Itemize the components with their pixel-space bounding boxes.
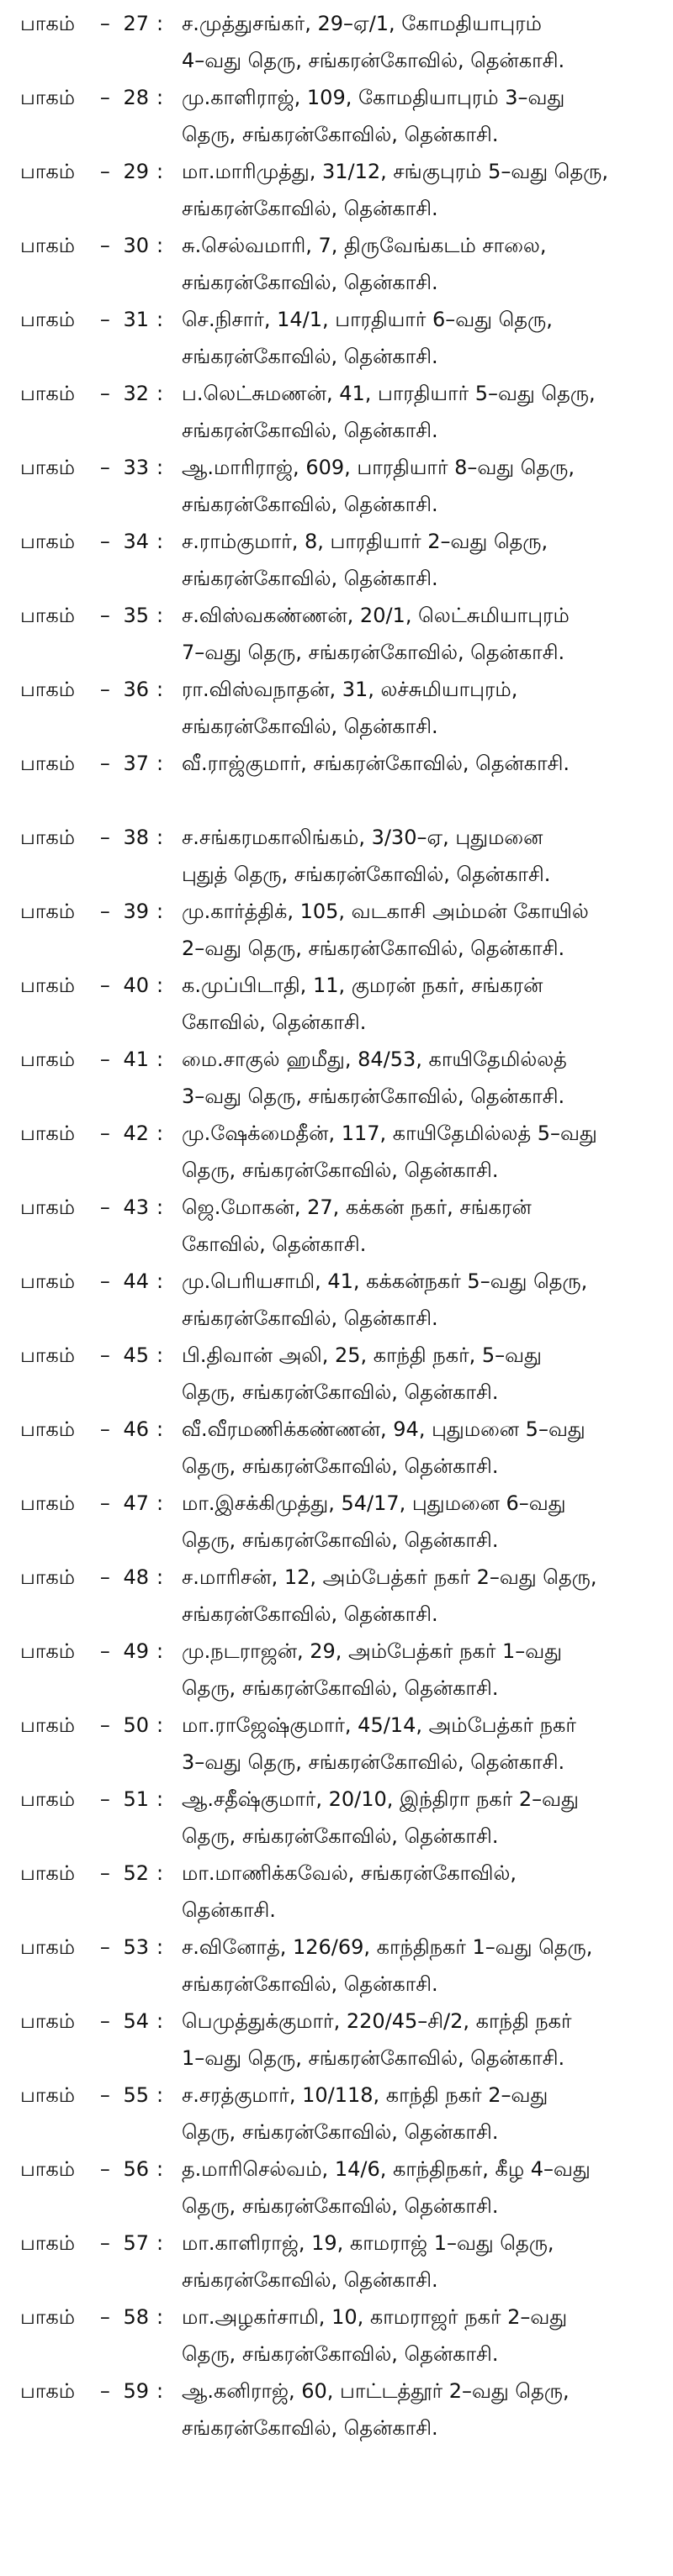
person-details bbox=[182, 819, 658, 893]
part-identifier bbox=[0, 967, 156, 1004]
detail-line: மு.பெரியசாமி, 41, கக்கன்நகர் 5–வது தெரு, bbox=[182, 1270, 588, 1293]
list-item bbox=[0, 1633, 673, 1707]
part-number: 49 bbox=[123, 1639, 150, 1663]
list-item bbox=[0, 2373, 673, 2447]
detail-line: சங்கரன்கோவில், தென்காசி. bbox=[182, 1306, 438, 1330]
part-dash: – bbox=[99, 2379, 110, 2403]
person-details bbox=[182, 2077, 658, 2151]
entries-list bbox=[0, 5, 673, 2447]
part-identifier bbox=[0, 597, 156, 634]
separator-colon: : bbox=[156, 1270, 164, 1293]
part-dash: – bbox=[99, 456, 110, 479]
list-item bbox=[0, 2299, 673, 2373]
part-number: 44 bbox=[123, 1270, 150, 1293]
part-number: 35 bbox=[123, 604, 150, 627]
separator-colon: : bbox=[156, 2083, 164, 2107]
detail-line: ச.மாரிசன், 12, அம்பேத்கர் நகர் 2–வது தெரு, bbox=[182, 1565, 597, 1589]
person-details bbox=[182, 671, 658, 745]
detail-line: 2–வது தெரு, சங்கரன்கோவில், தென்காசி. bbox=[182, 937, 565, 960]
list-item bbox=[0, 1411, 673, 1485]
part-number: 47 bbox=[123, 1491, 150, 1515]
detail-line: மு.நடராஜன், 29, அம்பேத்கர் நகர் 1–வது bbox=[182, 1639, 563, 1663]
part-dash: – bbox=[99, 678, 110, 701]
part-dash: – bbox=[99, 1122, 110, 1145]
part-number: 38 bbox=[123, 826, 150, 849]
part-number: 45 bbox=[123, 1343, 150, 1367]
part-number: 59 bbox=[123, 2379, 150, 2403]
separator-colon: : bbox=[156, 86, 164, 109]
part-identifier bbox=[0, 1559, 156, 1596]
part-number: 50 bbox=[123, 1713, 150, 1737]
part-dash: – bbox=[99, 1343, 110, 1367]
detail-line: ஜெ.மோகன், 27, கக்கன் நகர், சங்கரன் bbox=[182, 1196, 532, 1219]
part-number: 39 bbox=[123, 900, 150, 923]
detail-line: ச.சங்கரமகாலிங்கம், 3/30–ஏ, புதுமனை bbox=[182, 826, 543, 849]
detail-line: மா.காளிராஜ், 19, காமராஜ் 1–வது தெரு, bbox=[182, 2231, 554, 2255]
list-item bbox=[0, 2077, 673, 2151]
list-item bbox=[0, 1559, 673, 1633]
separator-colon: : bbox=[156, 974, 164, 997]
person-details bbox=[182, 523, 658, 597]
detail-line: சங்கரன்கோவில், தென்காசி. bbox=[182, 567, 438, 590]
person-details bbox=[182, 1929, 658, 2003]
part-number: 48 bbox=[123, 1565, 150, 1589]
person-details bbox=[182, 1855, 658, 1929]
detail-line: சங்கரன்கோவில், தென்காசி. bbox=[182, 271, 438, 294]
detail-line: பி.திவான் அலி, 25, காந்தி நகர், 5–வது bbox=[182, 1343, 542, 1367]
detail-line: வீ.ராஜ்குமார், சங்கரன்கோவில், தென்காசி. bbox=[182, 752, 570, 775]
part-number: 56 bbox=[123, 2157, 150, 2181]
part-number: 53 bbox=[123, 1935, 150, 1959]
person-details bbox=[182, 893, 658, 967]
part-dash: – bbox=[99, 308, 110, 331]
detail-line: மா.ராஜேஷ்குமார், 45/14, அம்பேத்கர் நகர் bbox=[182, 1713, 576, 1737]
part-label: பாகம் bbox=[20, 2083, 76, 2107]
part-label: பாகம் bbox=[20, 1935, 76, 1959]
detail-line: ஆ.மாரிராஜ், 609, பாரதியார் 8–வது தெரு, bbox=[182, 456, 575, 479]
part-identifier bbox=[0, 2373, 156, 2410]
part-dash: – bbox=[99, 530, 110, 553]
detail-line: சங்கரன்கோவில், தென்காசி. bbox=[182, 2268, 438, 2292]
separator-colon: : bbox=[156, 752, 164, 775]
part-identifier bbox=[0, 375, 156, 412]
separator-colon: : bbox=[156, 160, 164, 183]
part-label: பாகம் bbox=[20, 456, 76, 479]
list-item bbox=[0, 671, 673, 745]
list-item bbox=[0, 1337, 673, 1411]
part-identifier bbox=[0, 2299, 156, 2336]
person-details bbox=[182, 1337, 658, 1411]
person-details bbox=[182, 79, 658, 153]
person-details bbox=[182, 1707, 658, 1781]
person-details bbox=[182, 1041, 658, 1115]
part-label: பாகம் bbox=[20, 678, 76, 701]
part-identifier bbox=[0, 1115, 156, 1152]
part-label: பாகம் bbox=[20, 1565, 76, 1589]
part-dash: – bbox=[99, 900, 110, 923]
detail-line: 3–வது தெரு, சங்கரன்கோவில், தென்காசி. bbox=[182, 1085, 565, 1108]
separator-colon: : bbox=[156, 530, 164, 553]
list-item bbox=[0, 597, 673, 671]
separator-colon: : bbox=[156, 2379, 164, 2403]
part-number: 57 bbox=[123, 2231, 150, 2255]
part-dash: – bbox=[99, 604, 110, 627]
detail-line: மா.இசக்கிமுத்து, 54/17, புதுமனை 6–வது bbox=[182, 1491, 566, 1515]
part-number: 28 bbox=[123, 86, 150, 109]
list-item bbox=[0, 967, 673, 1041]
part-number: 54 bbox=[123, 2009, 150, 2033]
detail-line: 4–வது தெரு, சங்கரன்கோவில், தென்காசி. bbox=[182, 49, 565, 72]
part-identifier bbox=[0, 227, 156, 264]
list-item bbox=[0, 1189, 673, 1263]
part-number: 43 bbox=[123, 1196, 150, 1219]
detail-line: சங்கரன்கோவில், தென்காசி. bbox=[182, 419, 438, 442]
part-label: பாகம் bbox=[20, 1787, 76, 1811]
part-number: 30 bbox=[123, 234, 150, 257]
detail-line: புதுத் தெரு, சங்கரன்கோவில், தென்காசி. bbox=[182, 863, 551, 886]
separator-colon: : bbox=[156, 604, 164, 627]
detail-line: ச.வினோத், 126/69, காந்திநகர் 1–வது தெரு, bbox=[182, 1935, 593, 1959]
list-item bbox=[0, 375, 673, 449]
list-item bbox=[0, 1707, 673, 1781]
detail-line: ச.ராம்குமார், 8, பாரதியார் 2–வது தெரு, bbox=[182, 530, 548, 553]
list-item bbox=[0, 2003, 673, 2077]
list-item bbox=[0, 1115, 673, 1189]
part-dash: – bbox=[99, 1787, 110, 1811]
person-details bbox=[182, 2299, 658, 2373]
part-label: பாகம் bbox=[20, 974, 76, 997]
part-dash: – bbox=[99, 2157, 110, 2181]
part-number: 29 bbox=[123, 160, 150, 183]
part-label: பாகம் bbox=[20, 160, 76, 183]
detail-line: சங்கரன்கோவில், தென்காசி. bbox=[182, 2416, 438, 2440]
detail-line: சங்கரன்கோவில், தென்காசி. bbox=[182, 493, 438, 516]
separator-colon: : bbox=[156, 1122, 164, 1145]
part-label: பாகம் bbox=[20, 604, 76, 627]
part-identifier bbox=[0, 745, 156, 782]
part-number: 37 bbox=[123, 752, 150, 775]
detail-line: சங்கரன்கோவில், தென்காசி. bbox=[182, 197, 438, 220]
detail-line: ஆ.கனிராஜ், 60, பாட்டத்தூர் 2–வது தெரு, bbox=[182, 2379, 570, 2403]
part-label: பாகம் bbox=[20, 308, 76, 331]
detail-line: கோவில், தென்காசி. bbox=[182, 1233, 367, 1256]
person-details bbox=[182, 2225, 658, 2299]
separator-colon: : bbox=[156, 1935, 164, 1959]
list-item bbox=[0, 2151, 673, 2225]
part-dash: – bbox=[99, 1417, 110, 1441]
detail-line: மா.மாரிமுத்து, 31/12, சங்குபுரம் 5–வது தெரு, bbox=[182, 160, 608, 183]
detail-line: சங்கரன்கோவில், தென்காசி. bbox=[182, 715, 438, 738]
person-details bbox=[182, 153, 658, 227]
part-dash: – bbox=[99, 752, 110, 775]
detail-line: 7–வது தெரு, சங்கரன்கோவில், தென்காசி. bbox=[182, 641, 565, 664]
part-dash: – bbox=[99, 1565, 110, 1589]
part-dash: – bbox=[99, 2231, 110, 2255]
separator-colon: : bbox=[156, 456, 164, 479]
part-label: பாகம் bbox=[20, 530, 76, 553]
part-number: 32 bbox=[123, 382, 150, 405]
detail-line: சு.செல்வமாரி, 7, திருவேங்கடம் சாலை, bbox=[182, 234, 547, 257]
part-dash: – bbox=[99, 1270, 110, 1293]
part-dash: – bbox=[99, 86, 110, 109]
part-label: பாகம் bbox=[20, 2009, 76, 2033]
part-label: பாகம் bbox=[20, 1196, 76, 1219]
list-item bbox=[0, 1781, 673, 1855]
person-details bbox=[182, 2003, 658, 2077]
part-identifier bbox=[0, 5, 156, 42]
part-dash: – bbox=[99, 2305, 110, 2329]
list-item bbox=[0, 79, 673, 153]
detail-line: செ.நிசார், 14/1, பாரதியார் 6–வது தெரு, bbox=[182, 308, 553, 331]
part-label: பாகம் bbox=[20, 1048, 76, 1071]
part-identifier bbox=[0, 1633, 156, 1670]
part-label: பாகம் bbox=[20, 86, 76, 109]
person-details bbox=[182, 301, 658, 375]
list-item bbox=[0, 1929, 673, 2003]
part-dash: – bbox=[99, 1713, 110, 1737]
person-details bbox=[182, 449, 658, 523]
separator-colon: : bbox=[156, 1565, 164, 1589]
part-identifier bbox=[0, 2077, 156, 2114]
part-identifier bbox=[0, 153, 156, 190]
list-item bbox=[0, 819, 673, 893]
detail-line: கோவில், தென்காசி. bbox=[182, 1011, 367, 1034]
separator-colon: : bbox=[156, 1343, 164, 1367]
part-label: பாகம் bbox=[20, 1270, 76, 1293]
part-identifier bbox=[0, 523, 156, 560]
part-label: பாகம் bbox=[20, 1417, 76, 1441]
separator-colon: : bbox=[156, 1048, 164, 1071]
part-identifier bbox=[0, 79, 156, 116]
separator-colon: : bbox=[156, 2305, 164, 2329]
list-item bbox=[0, 523, 673, 597]
detail-line: தெரு, சங்கரன்கோவில், தென்காசி. bbox=[182, 1528, 499, 1552]
list-item bbox=[0, 1855, 673, 1929]
part-number: 41 bbox=[123, 1048, 150, 1071]
detail-line: தெரு, சங்கரன்கோவில், தென்காசி. bbox=[182, 1159, 499, 1182]
part-dash: – bbox=[99, 160, 110, 183]
detail-line: தெரு, சங்கரன்கோவில், தென்காசி. bbox=[182, 1824, 499, 1848]
detail-line: தெரு, சங்கரன்கோவில், தென்காசி. bbox=[182, 1454, 499, 1478]
part-dash: – bbox=[99, 974, 110, 997]
part-label: பாகம் bbox=[20, 234, 76, 257]
detail-line: மை.சாகுல் ஹமீது, 84/53, காயிதேமில்லத் bbox=[182, 1048, 567, 1071]
detail-line: ச.சரத்குமார், 10/118, காந்தி நகர் 2–வது bbox=[182, 2083, 548, 2107]
detail-line: 1–வது தெரு, சங்கரன்கோவில், தென்காசி. bbox=[182, 2046, 565, 2070]
part-number: 51 bbox=[123, 1787, 150, 1811]
part-dash: – bbox=[99, 12, 110, 35]
part-dash: – bbox=[99, 1196, 110, 1219]
detail-line: ப.லெட்சுமணன், 41, பாரதியார் 5–வது தெரு, bbox=[182, 382, 596, 405]
person-details bbox=[182, 375, 658, 449]
separator-colon: : bbox=[156, 1491, 164, 1515]
detail-line: தென்காசி. bbox=[182, 1898, 276, 1922]
person-details bbox=[182, 2373, 658, 2447]
part-identifier bbox=[0, 2151, 156, 2188]
part-dash: – bbox=[99, 2009, 110, 2033]
separator-colon: : bbox=[156, 1787, 164, 1811]
person-details bbox=[182, 967, 658, 1041]
detail-line: மா.மாணிக்கவேல், சங்கரன்கோவில், bbox=[182, 1861, 517, 1885]
part-label: பாகம் bbox=[20, 382, 76, 405]
part-number: 55 bbox=[123, 2083, 150, 2107]
part-label: பாகம் bbox=[20, 12, 76, 35]
detail-line: மு.கார்த்திக், 105, வடகாசி அம்மன் கோயில் bbox=[182, 900, 589, 923]
person-details bbox=[182, 5, 658, 79]
part-identifier bbox=[0, 2225, 156, 2262]
part-label: பாகம் bbox=[20, 1639, 76, 1663]
person-details bbox=[182, 1485, 658, 1559]
separator-colon: : bbox=[156, 2231, 164, 2255]
part-label: பாகம் bbox=[20, 1861, 76, 1885]
part-identifier bbox=[0, 1855, 156, 1892]
separator-colon: : bbox=[156, 1196, 164, 1219]
list-item bbox=[0, 227, 673, 301]
list-item bbox=[0, 1263, 673, 1337]
part-identifier bbox=[0, 1485, 156, 1522]
detail-line: பெமுத்துக்குமார், 220/45–சி/2, காந்தி நகர் bbox=[182, 2009, 572, 2033]
part-number: 52 bbox=[123, 1861, 150, 1885]
list-item bbox=[0, 5, 673, 79]
part-identifier bbox=[0, 1411, 156, 1448]
separator-colon: : bbox=[156, 1639, 164, 1663]
part-identifier bbox=[0, 819, 156, 856]
list-item bbox=[0, 449, 673, 523]
detail-line: மு.காளிராஜ், 109, கோமதியாபுரம் 3–வது bbox=[182, 86, 565, 109]
person-details bbox=[182, 227, 658, 301]
separator-colon: : bbox=[156, 1417, 164, 1441]
part-label: பாகம் bbox=[20, 2231, 76, 2255]
detail-line: வீ.வீரமணிக்கண்ணன், 94, புதுமனை 5–வது bbox=[182, 1417, 586, 1441]
part-identifier bbox=[0, 449, 156, 486]
part-label: பாகம் bbox=[20, 1343, 76, 1367]
detail-line: சங்கரன்கோவில், தென்காசி. bbox=[182, 1972, 438, 1996]
detail-line: த.மாரிசெல்வம், 14/6, காந்திநகர், கீழ 4–வது bbox=[182, 2157, 591, 2181]
person-details bbox=[182, 745, 658, 782]
person-details bbox=[182, 1263, 658, 1337]
part-identifier bbox=[0, 1041, 156, 1078]
part-number: 58 bbox=[123, 2305, 150, 2329]
part-number: 27 bbox=[123, 12, 150, 35]
part-identifier bbox=[0, 2003, 156, 2040]
separator-colon: : bbox=[156, 900, 164, 923]
detail-line: ஆ.சதீஷ்குமார், 20/10, இந்திரா நகர் 2–வது bbox=[182, 1787, 579, 1811]
list-item bbox=[0, 1485, 673, 1559]
part-number: 40 bbox=[123, 974, 150, 997]
part-label: பாகம் bbox=[20, 1122, 76, 1145]
part-dash: – bbox=[99, 1491, 110, 1515]
part-identifier bbox=[0, 1189, 156, 1226]
separator-colon: : bbox=[156, 1861, 164, 1885]
separator-colon: : bbox=[156, 1713, 164, 1737]
part-dash: – bbox=[99, 1048, 110, 1071]
detail-line: ச.முத்துசங்கர், 29–ஏ/1, கோமதியாபுரம் bbox=[182, 12, 542, 35]
separator-colon: : bbox=[156, 2157, 164, 2181]
separator-colon: : bbox=[156, 12, 164, 35]
detail-line: ச.விஸ்வகண்ணன், 20/1, லெட்சுமியாபுரம் bbox=[182, 604, 570, 627]
detail-line: தெரு, சங்கரன்கோவில், தென்காசி. bbox=[182, 1380, 499, 1404]
part-identifier bbox=[0, 1929, 156, 1966]
part-identifier bbox=[0, 301, 156, 338]
person-details bbox=[182, 2151, 658, 2225]
part-label: பாகம் bbox=[20, 1491, 76, 1515]
list-item bbox=[0, 893, 673, 967]
detail-line: ரா.விஸ்வநாதன், 31, லச்சுமியாபுரம், bbox=[182, 678, 518, 701]
list-item bbox=[0, 745, 673, 819]
part-dash: – bbox=[99, 382, 110, 405]
detail-line: மு.ஷேக்மைதீன், 117, காயிதேமில்லத் 5–வது bbox=[182, 1122, 597, 1145]
part-identifier bbox=[0, 1707, 156, 1744]
part-label: பாகம் bbox=[20, 826, 76, 849]
person-details bbox=[182, 1189, 658, 1263]
part-dash: – bbox=[99, 826, 110, 849]
part-identifier bbox=[0, 1781, 156, 1818]
detail-line: தெரு, சங்கரன்கோவில், தென்காசி. bbox=[182, 123, 499, 146]
part-number: 36 bbox=[123, 678, 150, 701]
part-label: பாகம் bbox=[20, 752, 76, 775]
part-number: 46 bbox=[123, 1417, 150, 1441]
part-label: பாகம் bbox=[20, 1713, 76, 1737]
person-details bbox=[182, 1559, 658, 1633]
person-details bbox=[182, 1781, 658, 1855]
list-item bbox=[0, 153, 673, 227]
detail-line: தெரு, சங்கரன்கோவில், தென்காசி. bbox=[182, 1676, 499, 1700]
part-dash: – bbox=[99, 1861, 110, 1885]
detail-line: மா.அழகர்சாமி, 10, காமராஜர் நகர் 2–வது bbox=[182, 2305, 568, 2329]
part-dash: – bbox=[99, 234, 110, 257]
person-details bbox=[182, 1411, 658, 1485]
detail-line: தெரு, சங்கரன்கோவில், தென்காசி. bbox=[182, 2194, 499, 2218]
detail-line: 3–வது தெரு, சங்கரன்கோவில், தென்காசி. bbox=[182, 1750, 565, 1774]
list-item bbox=[0, 301, 673, 375]
detail-line: தெரு, சங்கரன்கோவில், தென்காசி. bbox=[182, 2120, 499, 2144]
part-label: பாகம் bbox=[20, 900, 76, 923]
part-dash: – bbox=[99, 1935, 110, 1959]
list-item bbox=[0, 1041, 673, 1115]
part-label: பாகம் bbox=[20, 2305, 76, 2329]
detail-line: சங்கரன்கோவில், தென்காசி. bbox=[182, 345, 438, 368]
person-details bbox=[182, 1633, 658, 1707]
detail-line: சங்கரன்கோவில், தென்காசி. bbox=[182, 1602, 438, 1626]
separator-colon: : bbox=[156, 678, 164, 701]
person-details bbox=[182, 1115, 658, 1189]
part-number: 42 bbox=[123, 1122, 150, 1145]
part-number: 33 bbox=[123, 456, 150, 479]
separator-colon: : bbox=[156, 2009, 164, 2033]
part-number: 34 bbox=[123, 530, 150, 553]
part-identifier bbox=[0, 671, 156, 708]
part-label: பாகம் bbox=[20, 2157, 76, 2181]
part-identifier bbox=[0, 1337, 156, 1374]
part-dash: – bbox=[99, 2083, 110, 2107]
detail-line: க.முப்பிடாதி, 11, குமரன் நகர், சங்கரன் bbox=[182, 974, 543, 997]
part-identifier bbox=[0, 893, 156, 930]
separator-colon: : bbox=[156, 308, 164, 331]
part-dash: – bbox=[99, 1639, 110, 1663]
part-number: 31 bbox=[123, 308, 150, 331]
part-label: பாகம் bbox=[20, 2379, 76, 2403]
person-details bbox=[182, 597, 658, 671]
separator-colon: : bbox=[156, 826, 164, 849]
separator-colon: : bbox=[156, 234, 164, 257]
part-identifier bbox=[0, 1263, 156, 1300]
separator-colon: : bbox=[156, 382, 164, 405]
list-item bbox=[0, 2225, 673, 2299]
detail-line: தெரு, சங்கரன்கோவில், தென்காசி. bbox=[182, 2342, 499, 2366]
